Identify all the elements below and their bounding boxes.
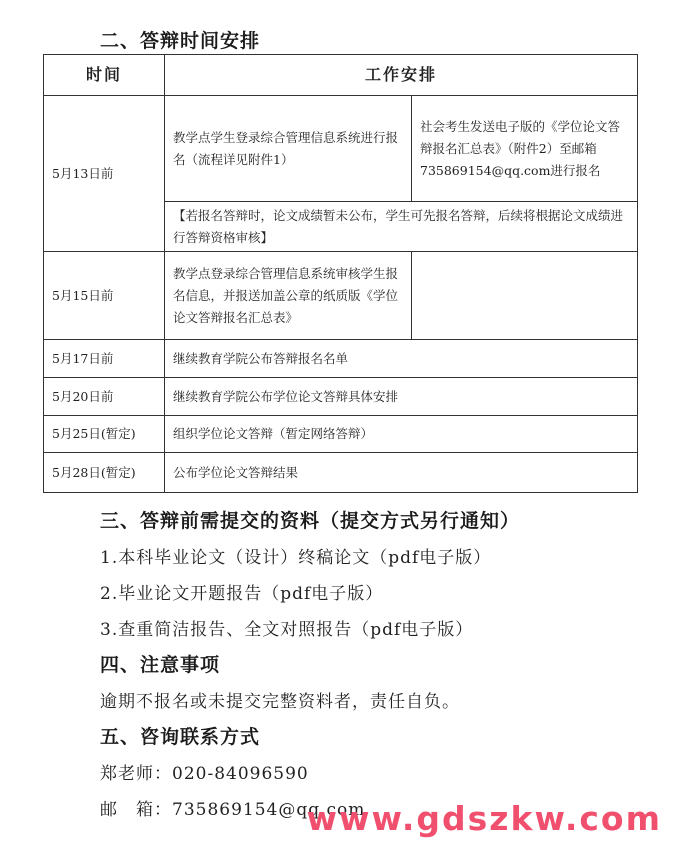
section2-heading: 二、答辩时间安排 [100, 30, 261, 52]
site-watermark: www.gdszkw.com [306, 799, 662, 838]
row-work-left: 教学点学生登录综合管理信息系统进行报名（流程详见附件1） [165, 96, 412, 202]
table-row [44, 416, 638, 453]
section3-heading: 三、答辩前需提交的资料（提交方式另行通知） [100, 510, 521, 532]
row-work: 继续教育学院公布答辩报名名单 [165, 340, 638, 378]
row-work: 公布学位论文答辩结果 [165, 453, 638, 493]
row-work-left: 教学点登录综合管理信息系统审核学生报名信息，并报送加盖公章的纸质版《学位论文答辩报名汇总表》 [165, 252, 412, 340]
schedule-table [43, 54, 638, 493]
section4-heading: 四、注意事项 [100, 654, 221, 676]
notice-text: 逾期不报名或未提交完整资料者，责任自负。 [100, 692, 460, 712]
contact-email: 邮 箱：735869154@qq.com [100, 800, 366, 820]
row-time: 5月15日前 [44, 252, 165, 340]
table-row [44, 252, 638, 340]
list-item: 2.毕业论文开题报告（pdf电子版） [100, 584, 384, 604]
row-work: 组织学位论文答辩（暂定网络答辩） [165, 416, 638, 453]
list-item: 3.查重简洁报告、全文对照报告（pdf电子版） [100, 620, 474, 640]
header-work: 工作安排 [165, 55, 638, 96]
header-time: 时间 [44, 55, 165, 96]
list-item: 1.本科毕业论文（设计）终稿论文（pdf电子版） [100, 548, 492, 568]
contact-teacher: 郑老师：020-84096590 [100, 764, 309, 784]
table-header-row [44, 55, 638, 96]
row-time: 5月20日前 [44, 378, 165, 416]
row-time: 5月28日(暂定) [44, 453, 165, 493]
table-row [44, 96, 638, 202]
row-time: 5月25日(暂定) [44, 416, 165, 453]
row-work-right: 社会考生发送电子版的《学位论文答辩报名汇总表》（附件2）至邮箱735869154@qq.com进行报名 [412, 96, 638, 202]
row-time: 5月13日前 [44, 96, 165, 252]
table-row [44, 340, 638, 378]
table-row [44, 453, 638, 493]
row-work-right-empty [412, 252, 638, 340]
table-row [44, 378, 638, 416]
section5-heading: 五、咨询联系方式 [100, 726, 261, 748]
row-note: 【若报名答辩时，论文成绩暂未公布，学生可先报名答辩，后续将根据论文成绩进行答辩资格审核】 [165, 202, 638, 252]
row-time: 5月17日前 [44, 340, 165, 378]
row-work: 继续教育学院公布学位论文答辩具体安排 [165, 378, 638, 416]
